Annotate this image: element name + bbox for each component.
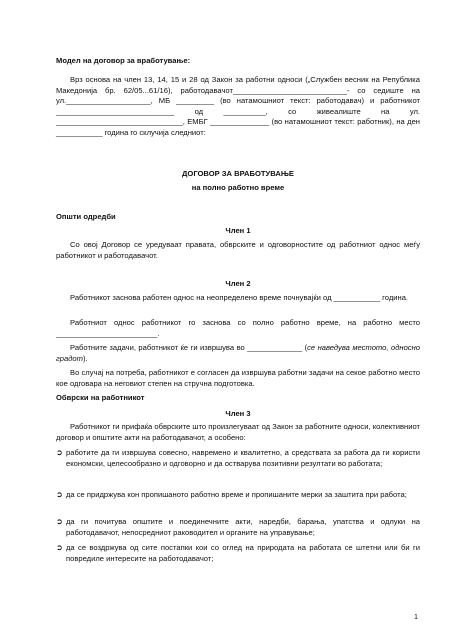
list-item — [56, 448, 420, 469]
page-number: 1 — [414, 612, 418, 621]
article-2-title: Член 2 — [225, 279, 251, 288]
heading-contract: ДОГОВОР ЗА ВРАБОТУВАЊЕ — [182, 169, 294, 178]
doc-title: Модел на договор за вработување: — [56, 56, 191, 65]
article-3-title: Член 3 — [225, 409, 251, 418]
arrow-bullet-icon: ➲ — [56, 448, 63, 457]
list-item-text: да се воздржува од сите постапки кои со оглед на природата на работата се штетни или би ги повредиле интересите на работодавачот; — [66, 543, 420, 563]
list-item-text: работите да ги извршува совесно, навремено и квалитетно, а средствата за работа да ги користи економски, целесообразно и одговорно и да остварува позитивни резултати во работата; — [66, 448, 420, 468]
article-2-p3-italic: се наведува местото, односно градот — [56, 343, 420, 363]
article-1-text: Со овој Договор се уредуваат правата, обврските и одговорностите од работниот однос меѓу работникот и работодавачот. — [56, 240, 420, 260]
intro-paragraph: Врз основа на член 13, 14, 15 и 28 од Закон за работни односи („Службен весник на Република Македонија бр. 62/05...61/16), работодавачот___________________________- со седиште на ул.____________________, МБ _________ (во натамошниот текст: работодавач) и работникот ____________________________ од __________, со живеалиште на ул. ______________________________, ЕМБГ ______________ (во натамошниот текст: работник), на ден ___________ година го склучија следниот: — [56, 75, 420, 137]
arrow-bullet-icon: ➲ — [56, 543, 63, 552]
list-item — [56, 490, 420, 501]
article-2-p3-text: Работните задачи, работникот ќе ги извршува во _____________ ( — [70, 343, 308, 352]
arrow-bullet-icon: ➲ — [56, 490, 63, 499]
article-1-title: Член 1 — [225, 226, 251, 235]
article-2-p3-end: ). — [82, 353, 88, 363]
heading-fulltime: на полно работно време — [191, 183, 285, 192]
list-item-text: да се придржува кон пропишаното работно време и пропишаните мерки за заштита при работа; — [66, 490, 407, 499]
list-item — [56, 543, 420, 564]
arrow-bullet-icon: ➲ — [56, 517, 63, 526]
list-item-text: да ги почитува општите и поединечните акти, наредби, барања, упатства и одлуки на работодавачот, непосредниот раководител и органите на управување; — [66, 517, 420, 537]
article-2-p1: Работникот заснова работен однос на неопределено време почнувајќи од ___________ година. — [70, 293, 409, 302]
article-2-p2: Работниот однос работникот го заснова со полно работно време, на работно место ________________________. — [56, 318, 420, 338]
article-3-text: Работникот ги прифаќа обврските што произлегуваат од Закон за работните односи, колективниот договор и општите акти на работодавачот, а особено: — [56, 422, 420, 442]
list-item — [56, 517, 420, 538]
article-2-p3 — [56, 343, 420, 364]
article-2-p4: Во случај на потреба, работникот е согласен да извршува работни задачи на секое работно место кое одговара на неговиот степен на стручна подготовка. — [56, 368, 420, 388]
section-general: Општи одредби — [56, 212, 116, 221]
section-obligations: Обврски на работникот — [56, 393, 145, 402]
